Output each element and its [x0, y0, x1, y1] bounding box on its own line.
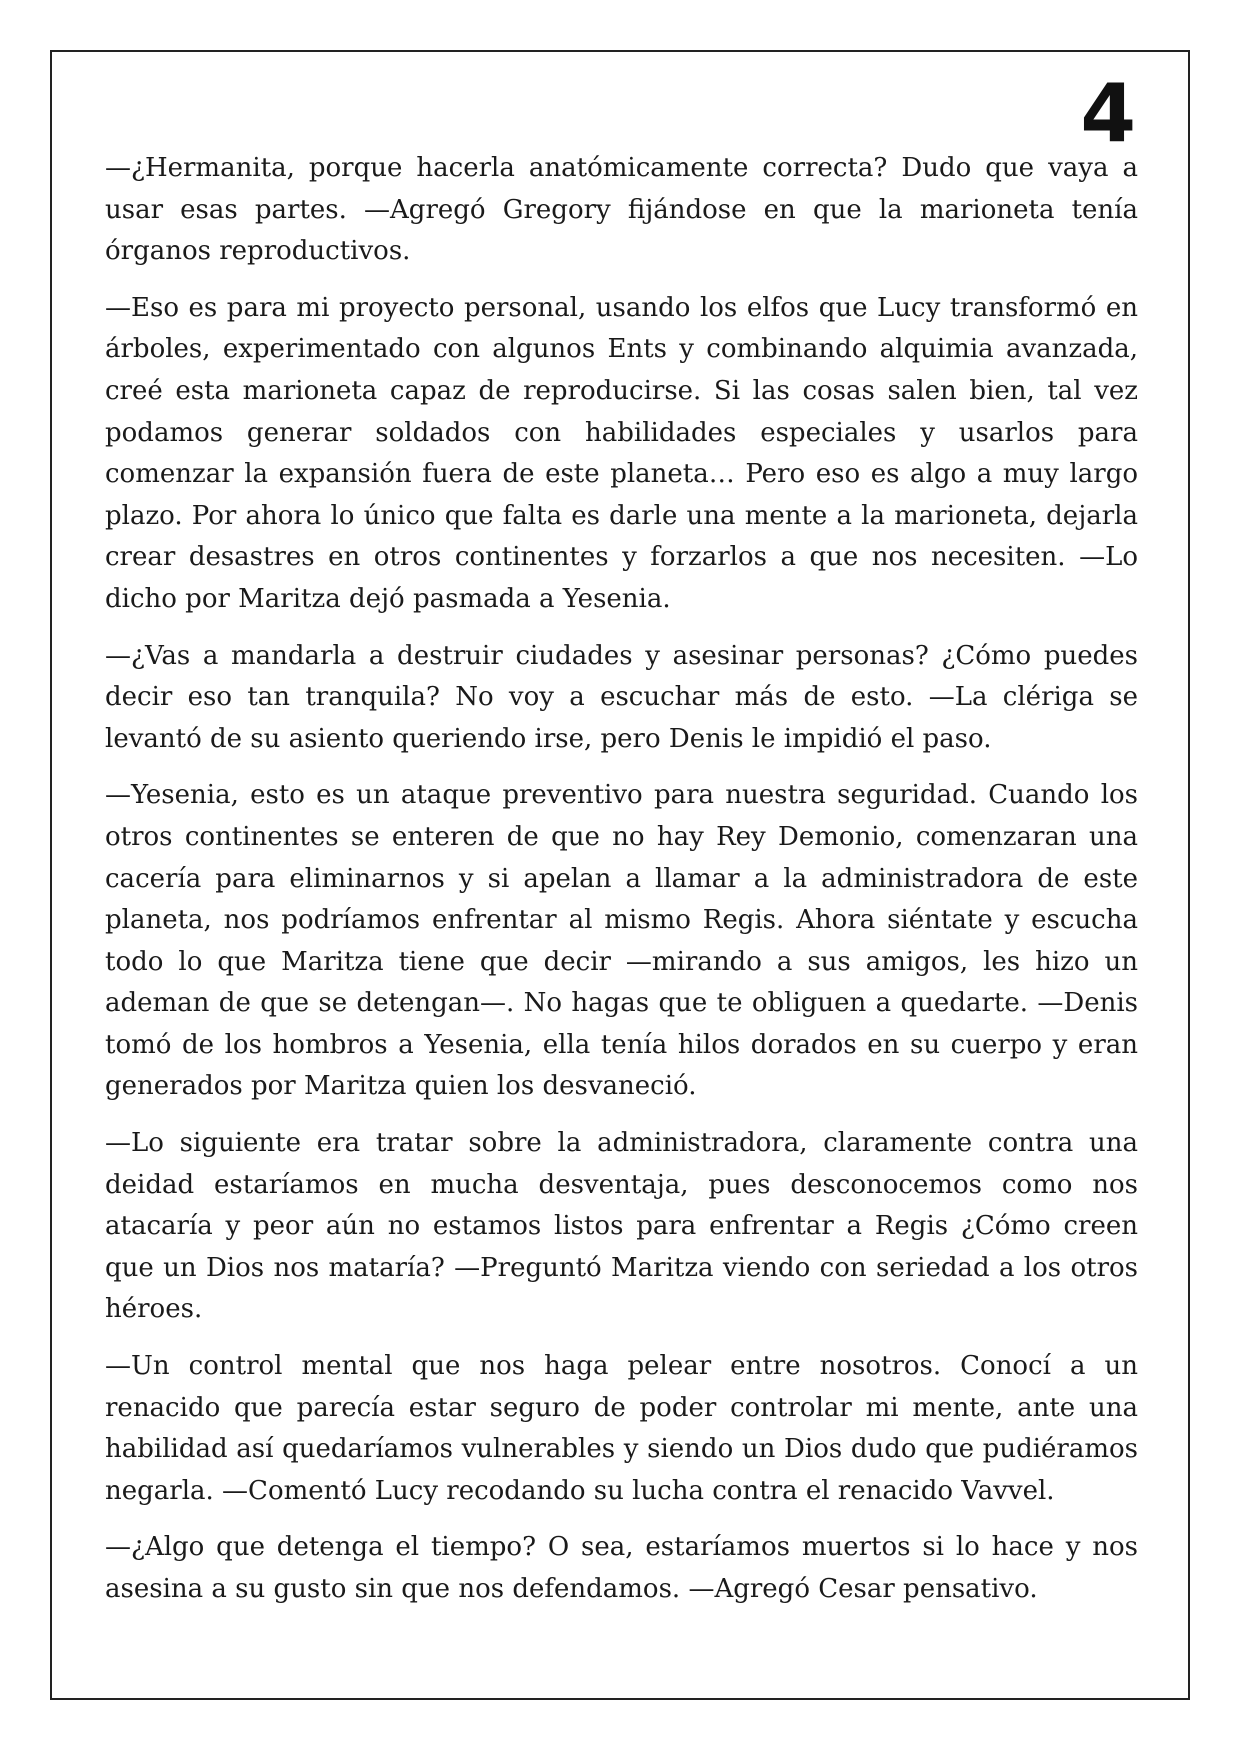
paragraph-7: —¿Algo que detenga el tiempo? O sea, estaríamos muertos si lo hace y nos asesina a su gusto sin que nos defendamos. —Agregó Cesar pensativo. — [105, 1532, 1138, 1604]
paragraph-1: —¿Hermanita, porque hacerla anatómicamente correcta? Dudo que vaya a usar esas partes. —Agregó Gregory fijándose en que la marioneta tenía órganos reproductivos. — [105, 153, 1138, 267]
paragraph-2: —Eso es para mi proyecto personal, usando los elfos que Lucy transformó en árboles, experimentado con algunos Ents y combinando alquimia avanzada, creé esta marioneta capaz de reproducirse. Si las cosas salen bien, tal vez podamos generar soldados con habilidades especiales y usarlos para comenzar la expansión fuera de este planeta… Pero eso es algo a muy largo plazo. Por ahora lo único que falta es darle una mente a la marioneta, dejarla crear desastres en otros continentes y forzarlos a que nos necesiten. —Lo dicho por Maritza dejó pasmada a Yesenia. — [105, 292, 1138, 614]
paragraph-3: —¿Vas a mandarla a destruir ciudades y asesinar personas? ¿Cómo puedes decir eso tan tranquila? No voy a escuchar más de esto. —La clériga se levantó de su asiento queriendo irse, pero Denis le impidió el paso. — [105, 640, 1138, 754]
paragraph-5: —Lo siguiente era tratar sobre la administradora, claramente contra una deidad estaríamos en mucha desventaja, pues desconocemos como nos atacaría y peor aún no estamos listos para enfrentar a Regis ¿Cómo creen que un Dios nos mataría? —Preguntó Maritza viendo con seriedad a los otros héroes. — [105, 1128, 1138, 1325]
paragraph-6: —Un control mental que nos haga pelear entre nosotros. Conocí a un renacido que parecía estar seguro de poder controlar mi mente, ante una habilidad así quedaríamos vulnerables y siendo un Dios dudo que pudiéramos negarla. —Comentó Lucy recodando su lucha contra el renacido Vavvel. — [105, 1351, 1138, 1506]
paragraph-4: —Yesenia, esto es un ataque preventivo para nuestra seguridad. Cuando los otros continentes se enteren de que no hay Rey Demonio, comenzaran una cacería para eliminarnos y si apelan a llamar a la administradora de este planeta, nos podríamos enfrentar al mismo Regis. Ahora siéntate y escucha todo lo que Maritza tiene que decir —mirando a sus amigos, les hizo un ademan de que se detengan—. No hagas que te obliguen a quedarte. —Denis tomó de los hombros a Yesenia, ella tenía hilos dorados en su cuerpo y eran generados por Maritza quien los desvaneció. — [105, 780, 1138, 1102]
text-body — [105, 148, 1138, 1626]
page-number: 4 — [1080, 67, 1136, 160]
page-frame — [50, 50, 1190, 1700]
